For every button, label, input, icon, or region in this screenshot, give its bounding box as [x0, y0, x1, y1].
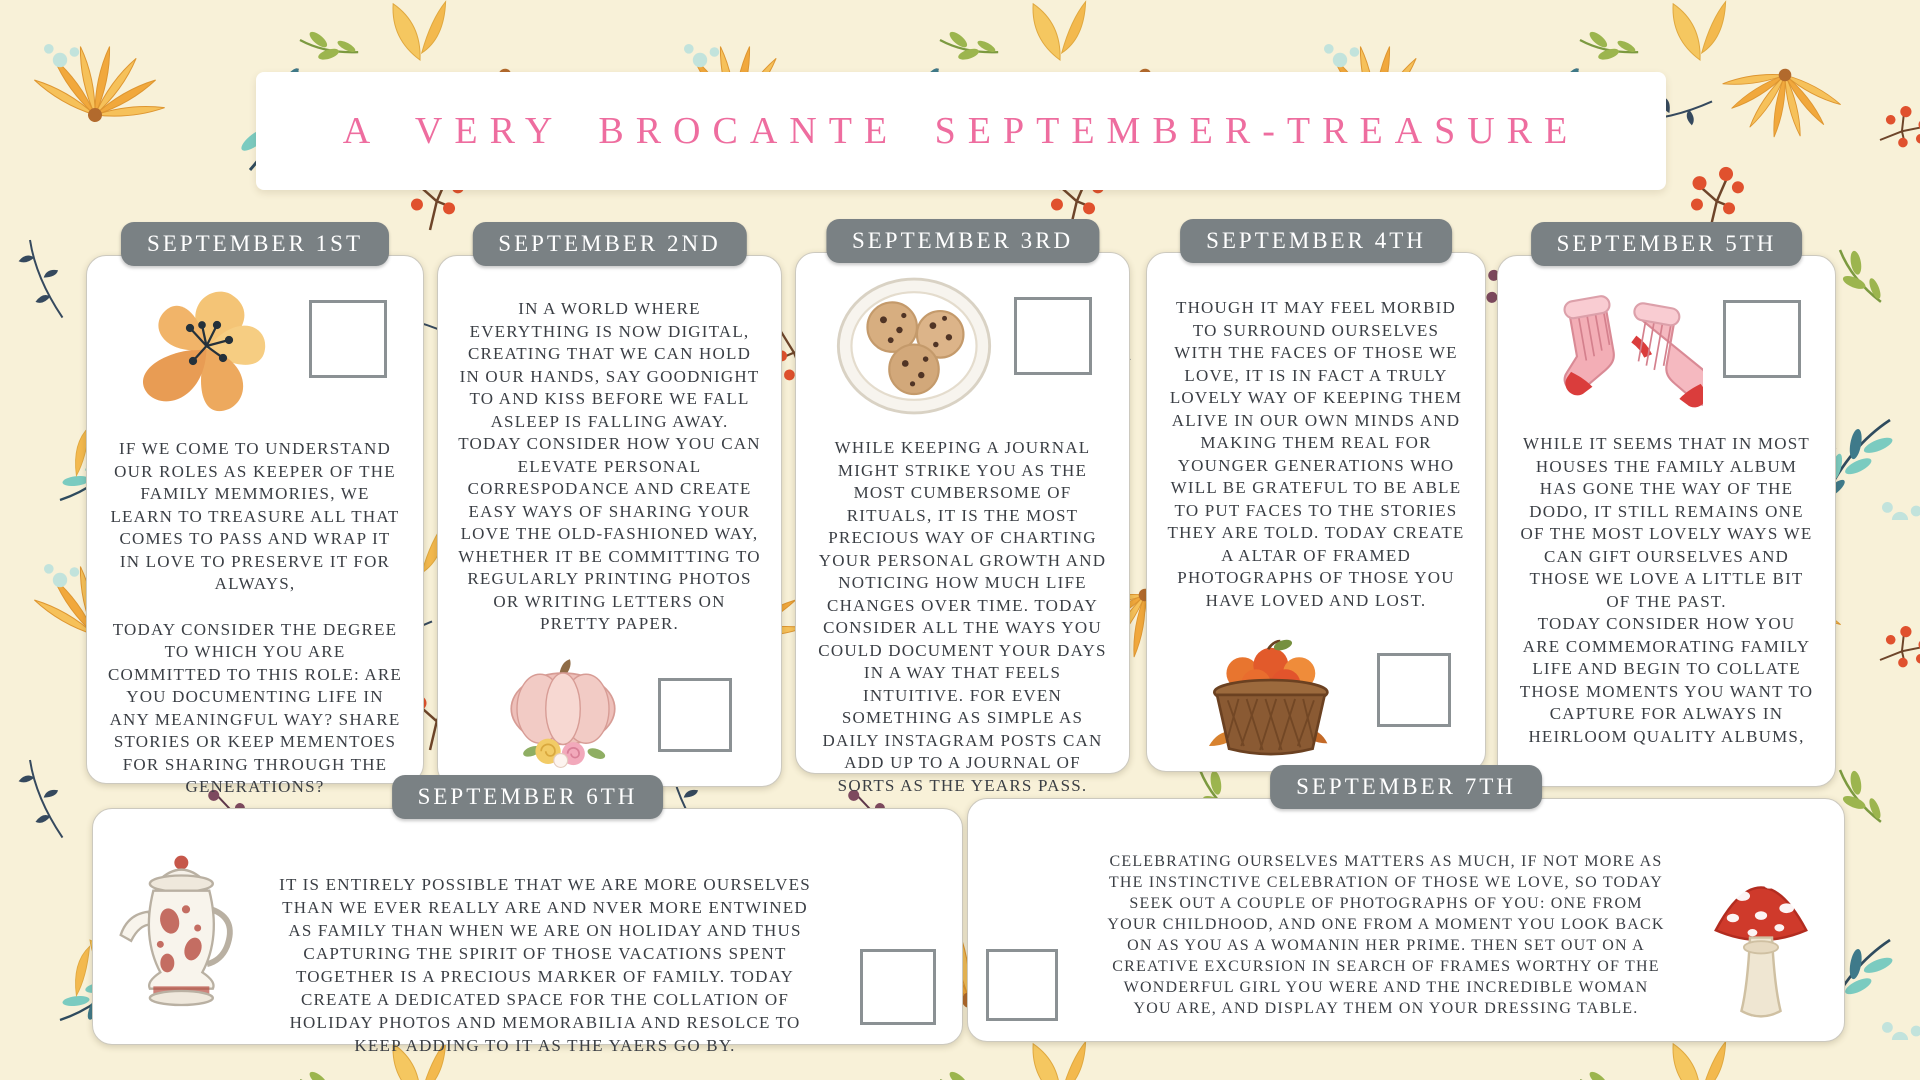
- checkbox-september-1st[interactable]: [309, 300, 387, 378]
- card-september-2nd: [437, 231, 782, 787]
- paragraph: IF WE COME TO UNDERSTAND OUR ROLES AS KEEPER OF THE FAMILY MEMMORIES, WE LEARN TO TREASURE ALL THAT COMES TO PASS AND WRAP IT IN LOVE TO PRESERVE IT FOR ALWAYS,: [110, 439, 400, 593]
- paragraph: TODAY CONSIDER HOW YOU CAN ELEVATE PERSONAL CORRESPODANCE AND CREATE EASY WAYS OF SHARING YOUR LOVE THE OLD-FASHIONED WAY, WHETHER IT BE COMMITTING TO REGULARLY PRINTING PHOTOS OR WRITING LETTERS ON PRETTY PAPER.: [458, 434, 761, 633]
- card-text-september-1st: [87, 438, 423, 799]
- date-header-september-6th: SEPTEMBER 6TH: [392, 775, 664, 819]
- title-banner: [256, 72, 1666, 190]
- date-header-september-5th: SEPTEMBER 5TH: [1531, 222, 1803, 266]
- card-text-september-3rd: [796, 437, 1129, 797]
- card-september-3rd: [795, 228, 1130, 795]
- mushroom-illustration: [1706, 854, 1816, 1026]
- card-text-september-5th: [1498, 433, 1835, 748]
- apple-basket-illustration: [1182, 622, 1357, 757]
- paragraph: TODAY CONSIDER HOW YOU ARE COMMEMORATING FAMILY LIFE AND BEGIN TO COLLATE THOSE MOMENTS YOU WANT TO CAPTURE FOR ALWAYS IN HEIRLOOM QUALITY ALBUMS,: [1519, 614, 1814, 746]
- paragraph: THOUGH IT MAY FEEL MORBID TO SURROUND OURSELVES WITH THE FACES OF THOSE WE LOVE, IT IS IN FACT A TRULY LOVELY WAY OF KEEPING THEM ALIVE IN OUR OWN MINDS AND MAKING THEM REAL FOR YOUNGER GENERATIONS WHO WILL BE GRATEFUL TO BE ABLE TO PUT FACES TO THE STORIES THEY ARE TOLD. TODAY CREATE A ALTAR OF FRAMED PHOTOGRAPHS OF THOSE YOU HAVE LOVED AND LOST.: [1167, 298, 1465, 610]
- card-text-september-7th: [1083, 851, 1689, 1019]
- date-header-september-7th: SEPTEMBER 7TH: [1270, 765, 1542, 809]
- orange-flower-illustration: [124, 274, 289, 424]
- checkbox-september-6th[interactable]: [860, 949, 936, 1025]
- cookies-plate-illustration: [834, 271, 994, 421]
- pink-pumpkin-illustration: [488, 657, 638, 772]
- date-header-september-4th: SEPTEMBER 4TH: [1180, 219, 1452, 263]
- card-text-september-4th: [1147, 297, 1485, 612]
- paragraph: WHILE IT SEEMS THAT IN MOST HOUSES THE FAMILY ALBUM HAS GONE THE WAY OF THE DODO, IT STILL REMAINS ONE OF THE MOST LOVELY WAYS WE CAN GIFT OURSELVES AND THOSE WE LOVE A LITTLE BIT OF THE PAST.: [1520, 434, 1813, 611]
- checkbox-september-5th[interactable]: [1723, 300, 1801, 378]
- card-september-5th: [1497, 231, 1836, 787]
- paragraph: CELEBRATING OURSELVES MATTERS AS MUCH, IF NOT MORE AS THE INSTINCTIVE CELEBRATION OF THOSE WE LOVE, SO TODAY SEEK OUT A COUPLE OF PHOTOGRAPHS OF YOU: ONE FROM YOUR CHILDHOOD, AND ONE FROM A MOMENT YOU LOOK BACK ON AS YOU AS A WOMANIN HER PRIME. THEN SET OUT ON A CREATIVE EXCURSION IN SEARCH OF FRAMES WORTHY OF THE WONDERFUL GIRL YOU WERE AND THE INCREDIBLE WOMAN YOU ARE, AND DISPLAY THEM ON YOUR DRESSING TABLE.: [1107, 853, 1665, 1017]
- card-text-september-2nd: [438, 298, 781, 636]
- checkbox-september-4th[interactable]: [1377, 653, 1451, 727]
- page-title: A VERY BROCANTE SEPTEMBER-TREASURE: [342, 110, 1580, 152]
- date-header-september-1st: SEPTEMBER 1ST: [121, 222, 389, 266]
- checkbox-september-7th[interactable]: [986, 949, 1058, 1021]
- date-header-september-2nd: SEPTEMBER 2ND: [472, 222, 746, 266]
- pink-socks-illustration: [1533, 274, 1703, 419]
- date-header-september-3rd: SEPTEMBER 3RD: [826, 219, 1099, 263]
- checkbox-september-2nd[interactable]: [658, 678, 732, 752]
- card-text-september-6th: [258, 873, 832, 1057]
- paragraph: WHILE KEEPING A JOURNAL MIGHT STRIKE YOU AS THE MOST CUMBERSOME OF RITUALS, IT IS THE MOST PRECIOUS WAY OF CHARTING YOUR PERSONAL GROWTH AND NOTICING HOW MUCH LIFE CHANGES OVER TIME. TODAY CONSIDER ALL THE WAYS YOU COULD DOCUMENT YOUR DAYS IN A WAY THAT FEELS INTUITIVE. FOR EVEN SOMETHING AS SIMPLE AS DAILY INSTAGRAM POSTS CAN ADD UP TO A JOURNAL OF SORTS AS THE YEARS PASS.: [818, 438, 1107, 795]
- card-september-1st: [86, 231, 424, 796]
- paragraph: TODAY CONSIDER THE DEGREE TO WHICH YOU ARE COMMITTED TO THIS ROLE: ARE YOU DOCUMENTING LIFE IN ANY MEANINGFUL WAY? SHARE STORIES OR KEEP MEMENTOES FOR SHARING THROUGH THE GENERATIONS?: [107, 619, 403, 796]
- card-september-7th: [967, 774, 1845, 1042]
- paragraph: IN A WORLD WHERE EVERYTHING IS NOW DIGITAL, CREATING THAT WE CAN HOLD IN OUR HANDS, SAY GOODNIGHT TO AND KISS BEFORE WE FALL ASLEEP IS FALLING AWAY.: [459, 299, 760, 431]
- paragraph: IT IS ENTIRELY POSSIBLE THAT WE ARE MORE OURSELVES THAN WE EVER REALLY ARE AND NVER MORE ENTWINED AS FAMILY THAN WHEN WE ARE ON HOLIDAY AND THUS CAPTURING THE SPIRIT OF THOSE VACATIONS SPENT TOGETHER IS A PRECIOUS MARKER OF FAMILY. TODAY CREATE A DEDICATED SPACE FOR THE COLLATION OF HOLIDAY PHOTOS AND MEMORABILIA AND RESOLCE TO KEEP ADDING TO IT AS THE YAERS GO BY.: [279, 875, 811, 1055]
- teapot-illustration: [109, 827, 249, 1022]
- card-september-6th: [92, 784, 963, 1055]
- card-september-4th: [1146, 228, 1486, 772]
- checkbox-september-3rd[interactable]: [1014, 297, 1092, 375]
